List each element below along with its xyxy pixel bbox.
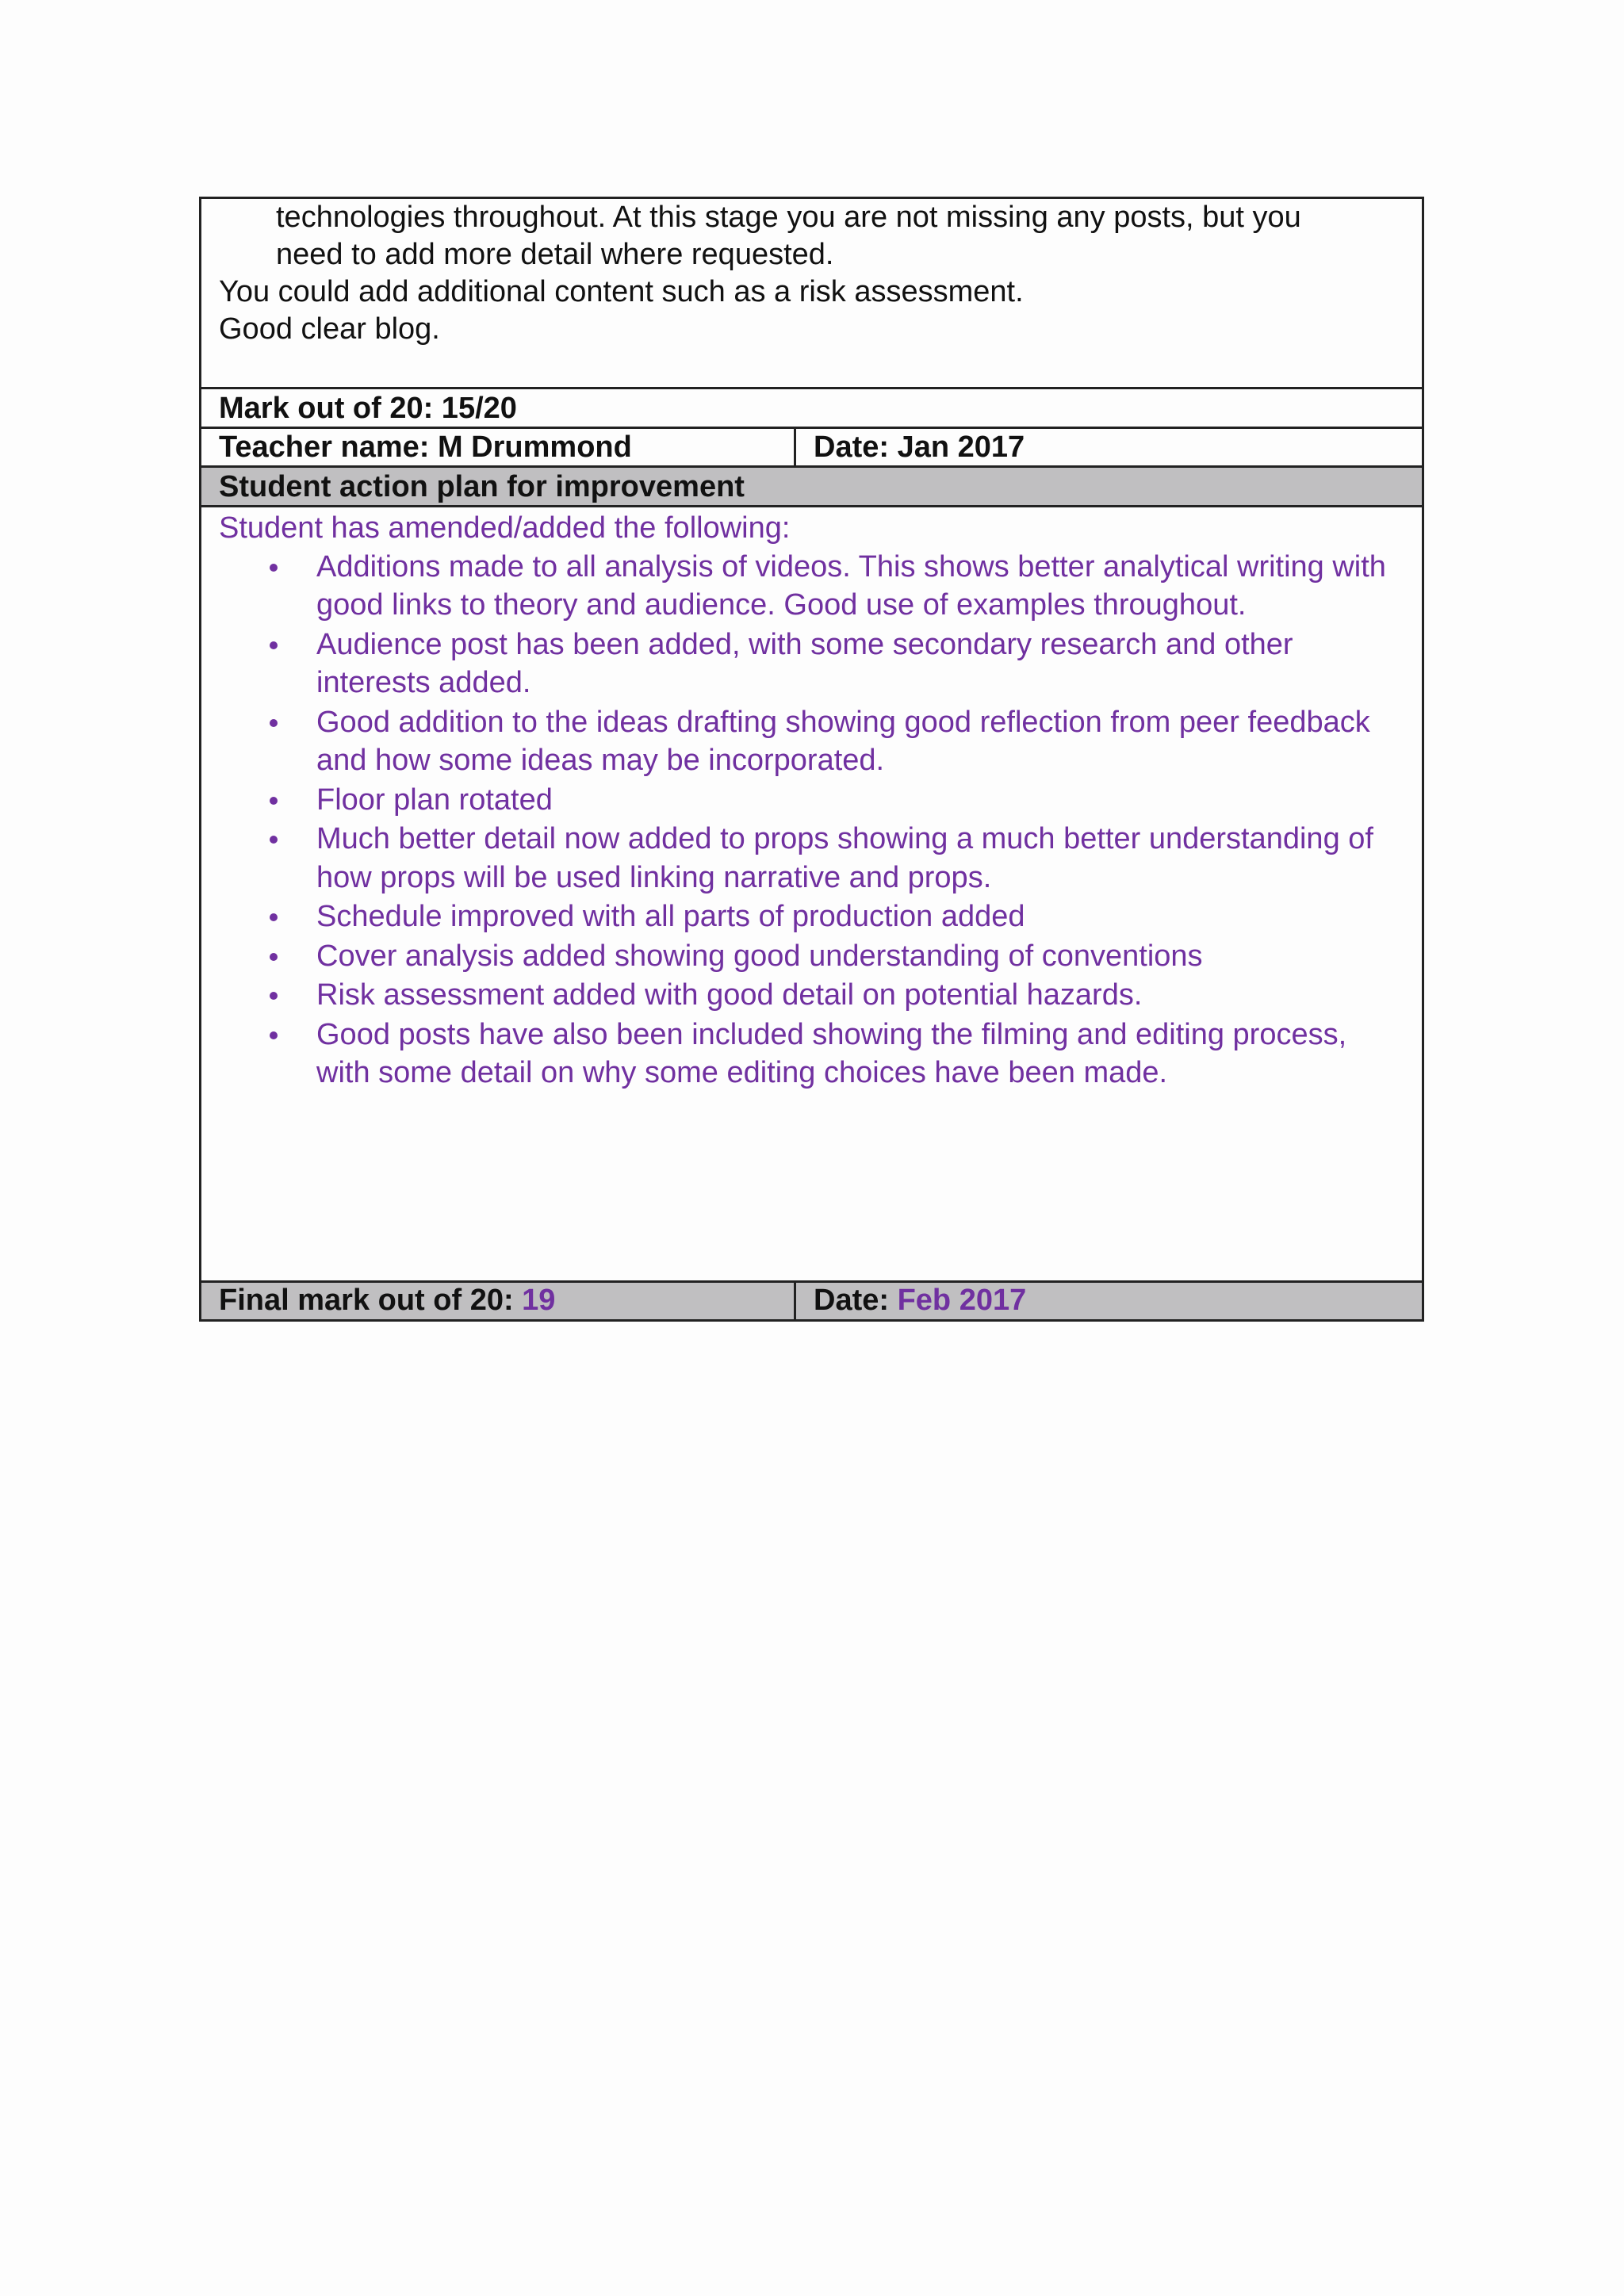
- bullet-icon: [270, 836, 278, 844]
- bullet-icon: [270, 953, 278, 961]
- action-plan-intro: Student has amended/added the following:: [219, 511, 791, 545]
- final-mark-value: 19: [522, 1284, 556, 1317]
- teacher-comments-cell: [201, 199, 1422, 389]
- feedback-form-table: [199, 197, 1424, 1322]
- list-item: Much better detail now added to props showing a much better understanding of how props will be used linking narrative and props.: [219, 820, 1422, 897]
- mark-row: [201, 389, 1422, 429]
- final-date-label: Date:: [814, 1284, 898, 1317]
- bullet-icon: [270, 992, 278, 1000]
- comment-line: Good clear blog.: [219, 312, 440, 346]
- action-plan-heading-row: [201, 468, 1422, 507]
- list-item: Floor plan rotated: [219, 781, 1422, 820]
- list-item: Schedule improved with all parts of production added: [219, 897, 1422, 936]
- comment-line: need to add more detail where requested.: [276, 238, 834, 271]
- bullet-icon: [270, 641, 278, 649]
- list-item: Additions made to all analysis of videos. This shows better analytical writing with good links to theory and audience. Good use of examples throughout.: [219, 548, 1422, 625]
- action-plan-cell: [201, 507, 1422, 1283]
- list-item: Good addition to the ideas drafting showing good reflection from peer feedback and how some ideas may be incorporated.: [219, 703, 1422, 780]
- bullet-icon: [270, 564, 278, 572]
- comment-line: You could add additional content such as a risk assessment.: [219, 275, 1024, 308]
- bullet-icon: [270, 797, 278, 805]
- action-plan-list: [219, 548, 1422, 1093]
- list-item: Audience post has been added, with some secondary research and other interests added.: [219, 626, 1422, 702]
- list-item: Good posts have also been included showing the filming and editing process, with some detail on why some editing choices have been made.: [219, 1016, 1422, 1093]
- bullet-icon: [270, 913, 278, 921]
- list-item: Cover analysis added showing good understanding of conventions: [219, 937, 1422, 976]
- final-date-cell: [796, 1283, 1422, 1319]
- final-date-value: Feb 2017: [897, 1284, 1027, 1317]
- final-mark-cell: [201, 1283, 796, 1319]
- final-mark-row: [201, 1283, 1422, 1319]
- teacher-date-cell: Date: Jan 2017: [814, 430, 1025, 464]
- final-mark-label: Final mark out of 20:: [219, 1284, 523, 1317]
- action-plan-heading: Student action plan for improvement: [219, 470, 745, 503]
- teacher-row: [201, 429, 1422, 468]
- comment-line: technologies throughout. At this stage you are not missing any posts, but you: [276, 201, 1301, 234]
- bullet-icon: [270, 1031, 278, 1039]
- mark-label: Mark out of 20: 15/20: [219, 392, 517, 425]
- teacher-name-cell: Teacher name: M Drummond: [201, 429, 796, 465]
- bullet-icon: [270, 719, 278, 727]
- list-item: Risk assessment added with good detail on potential hazards.: [219, 976, 1422, 1015]
